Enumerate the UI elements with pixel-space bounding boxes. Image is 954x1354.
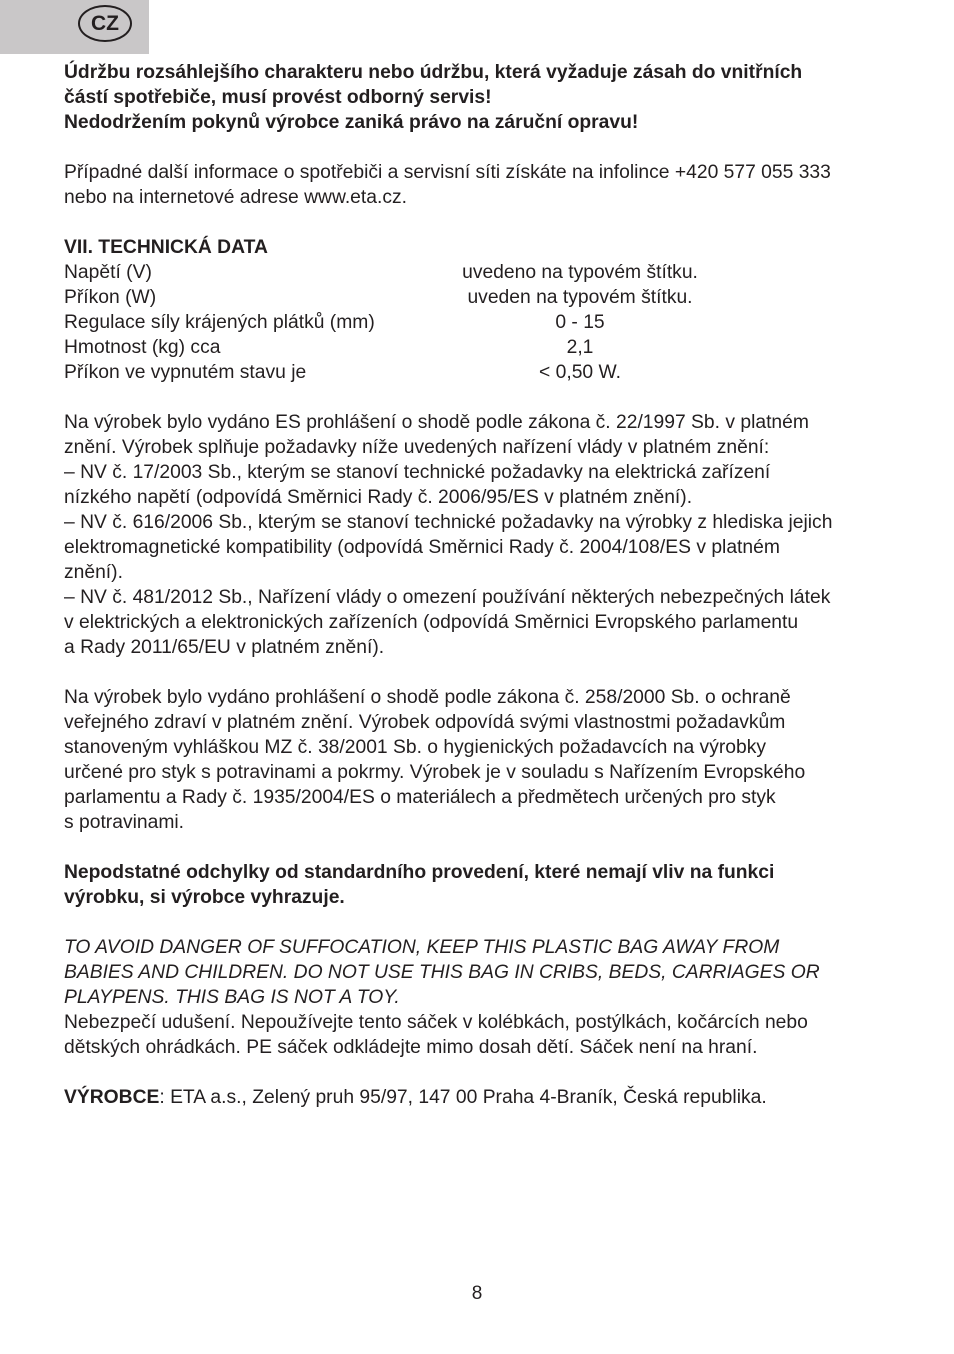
info-line: nebo na internetové adrese www.eta.cz.: [64, 187, 407, 208]
tech-value: uvedeno na typovém štítku.: [462, 262, 698, 283]
section-heading: VII. TECHNICKÁ DATA: [64, 237, 268, 258]
tech-label: Napětí (V): [64, 262, 152, 283]
manufacturer-info: [64, 1085, 894, 1110]
tech-value: 2,1: [566, 337, 594, 358]
health-line: Na výrobek bylo vydáno prohlášení o shodě podle zákona č. 258/2000 Sb. o ochraně: [64, 687, 791, 708]
info-line: Případné další informace o spotřebiči a servisní síti získáte na infolince +420 577 055 333: [64, 162, 831, 183]
tech-label: Příkon ve vypnutém stavu je: [64, 362, 307, 383]
regulation-line: a Rady 2011/65/EU v platném znění).: [64, 637, 385, 658]
tech-label: Příkon (W): [64, 287, 157, 308]
manufacturer-reservation: [64, 860, 894, 910]
language-tab: [0, 0, 149, 54]
service-notice: [64, 60, 894, 135]
reservation-line: Nepodstatné odchylky od standardního provedení, které nemají vliv na funkci: [64, 862, 775, 883]
regulation-item: [64, 460, 894, 510]
health-line: stanoveným vyhláškou MZ č. 38/2001 Sb. o hygienických požadavcích na výrobky: [64, 737, 766, 758]
bag-warning-en: PLAYPENS. THIS BAG IS NOT A TOY.: [64, 987, 400, 1008]
page-content: [64, 60, 894, 1110]
manufacturer-address: : ETA a.s., Zelený pruh 95/97, 147 00 Praha 4-Braník, Česká republika.: [159, 1087, 767, 1108]
tech-row: [64, 260, 894, 285]
health-line: veřejného zdraví v platném znění. Výrobek odpovídá svými vlastnostmi požadavkům: [64, 712, 786, 733]
bag-warning-en: BABIES AND CHILDREN. DO NOT USE THIS BAG IN CRIBS, BEDS, CARRIAGES OR: [64, 962, 820, 983]
tech-row: [64, 360, 894, 385]
es-declaration: [64, 410, 894, 660]
warranty-note: Nedodržením pokynů výrobce zaniká právo na záruční opravu!: [64, 112, 639, 133]
declaration-line: znění. Výrobek splňuje požadavky níže uvedených nařízení vlády v platném znění:: [64, 437, 770, 458]
regulation-item: [64, 585, 894, 660]
bag-warning-cz: dětských ohrádkách. PE sáček odkládejte mimo dosah dětí. Sáček není na hraní.: [64, 1037, 758, 1058]
regulation-line: v elektrických a elektronických zařízeních (odpovídá Směrnici Evropského parlamentu: [64, 612, 799, 633]
bag-warning-cz: Nebezpečí udušení. Nepoužívejte tento sáček v kolébkách, postýlkách, kočárcích nebo: [64, 1012, 808, 1033]
health-line: určené pro styk s potravinami a pokrmy. Výrobek je v souladu s Nařízením Evropského: [64, 762, 806, 783]
manufacturer-label: VÝROBCE: [64, 1087, 160, 1108]
reservation-line: výrobku, si výrobce vyhrazuje.: [64, 887, 345, 908]
declaration-line: Na výrobek bylo vydáno ES prohlášení o shodě podle zákona č. 22/1997 Sb. v platném: [64, 412, 809, 433]
info-paragraph: [64, 160, 894, 210]
regulation-line: – NV č. 616/2006 Sb., kterým se stanoví technické požadavky na výrobky z hlediska jejich: [64, 512, 833, 533]
regulation-line: elektromagnetické kompatibility (odpovídá Směrnici Rady č. 2004/108/ES v platném: [64, 537, 780, 558]
warning-line: částí spotřebiče, musí provést odborný servis!: [64, 87, 492, 108]
tech-row: [64, 310, 894, 335]
tech-value: < 0,50 W.: [539, 362, 621, 383]
language-badge: CZ: [78, 5, 132, 42]
tech-label: Hmotnost (kg) cca: [64, 337, 221, 358]
tech-value: 0 - 15: [555, 312, 605, 333]
tech-row: [64, 285, 894, 310]
health-declaration: [64, 685, 894, 835]
regulation-item: [64, 510, 894, 585]
bag-warning-en: TO AVOID DANGER OF SUFFOCATION, KEEP THIS PLASTIC BAG AWAY FROM: [64, 937, 780, 958]
tech-label: Regulace síly krájených plátků (mm): [64, 312, 375, 333]
regulation-line: – NV č. 17/2003 Sb., kterým se stanoví technické požadavky na elektrická zařízení: [64, 462, 771, 483]
health-line: s potravinami.: [64, 812, 185, 833]
page-number: 8: [471, 1283, 483, 1304]
technical-data: [64, 235, 894, 385]
bag-warning: [64, 935, 894, 1060]
regulation-line: znění).: [64, 562, 123, 583]
warning-line: Údržbu rozsáhlejšího charakteru nebo údržbu, která vyžaduje zásah do vnitřních: [64, 62, 803, 83]
tech-value: uveden na typovém štítku.: [467, 287, 693, 308]
tech-row: [64, 335, 894, 360]
health-line: parlamentu a Rady č. 1935/2004/ES o materiálech a předmětech určených pro styk: [64, 787, 776, 808]
regulation-line: – NV č. 481/2012 Sb., Nařízení vlády o omezení používání některých nebezpečných látek: [64, 587, 831, 608]
regulation-line: nízkého napětí (odpovídá Směrnici Rady č. 2006/95/ES v platném znění).: [64, 487, 693, 508]
